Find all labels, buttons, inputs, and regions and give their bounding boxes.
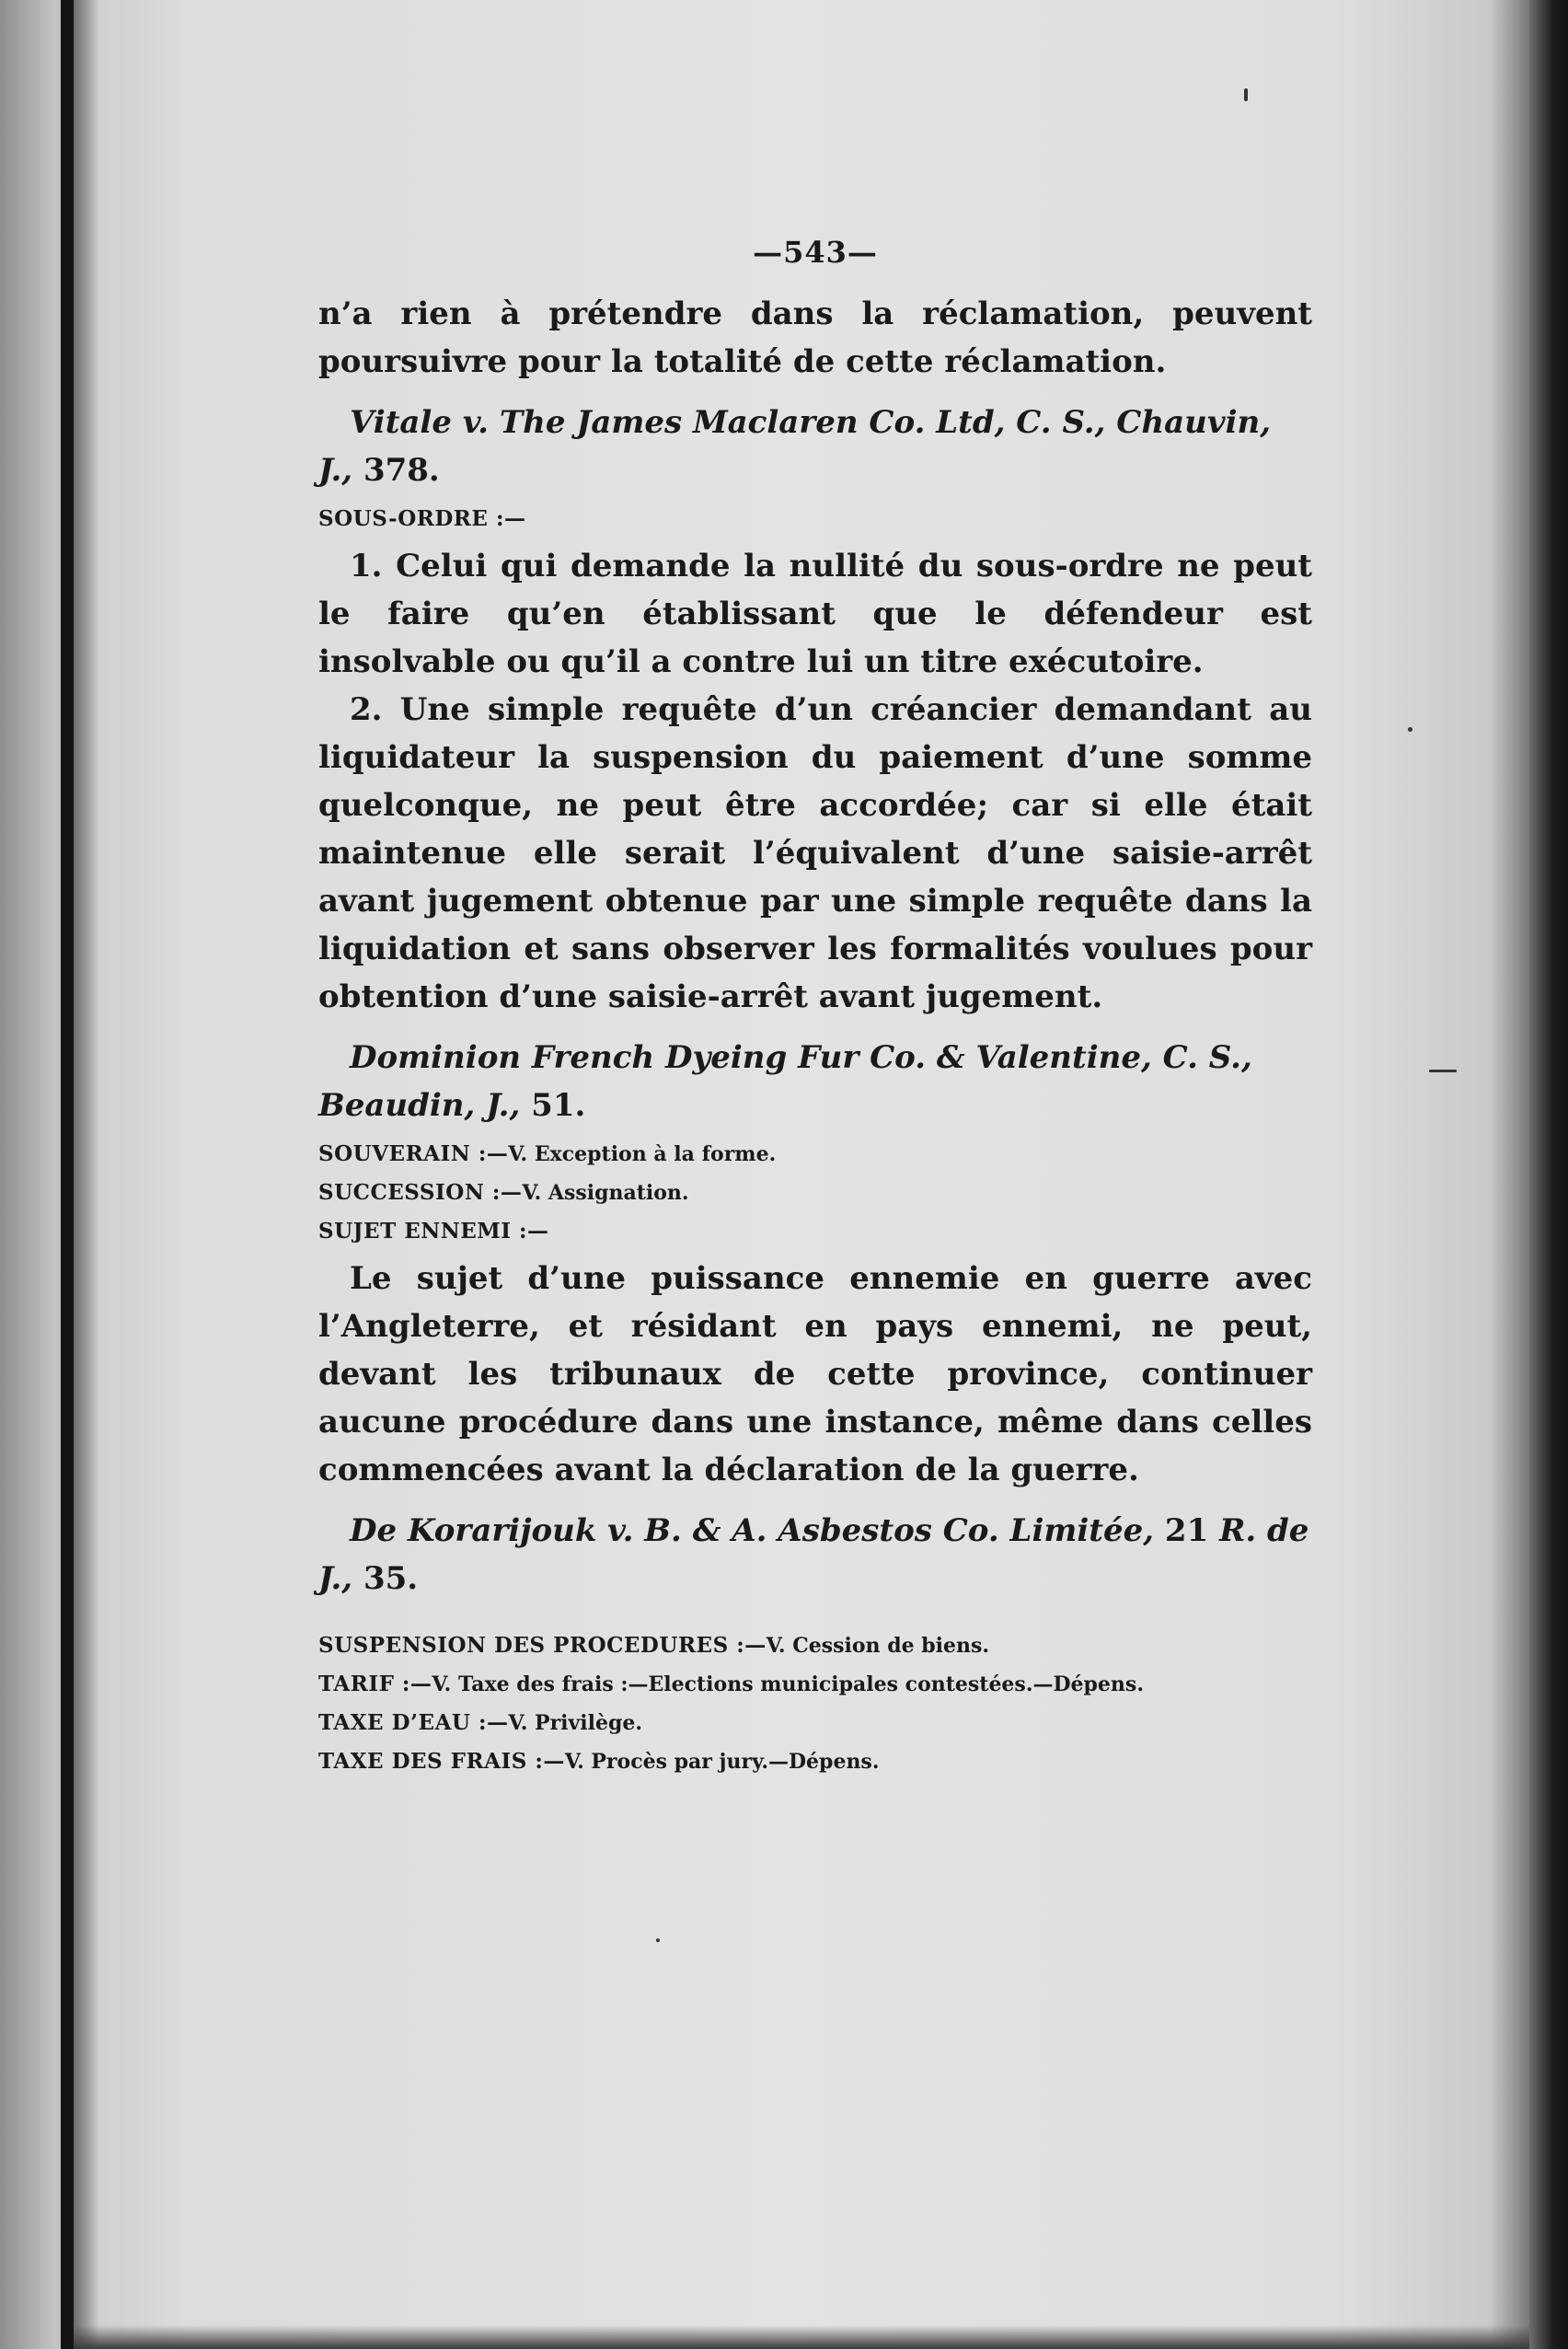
scan-speck [1429,1070,1457,1072]
case-name: Vitale v. The James Maclaren Co. Ltd, C. S., Chauvin, J., [318,404,1272,489]
index-heading-souverain [318,1139,1312,1170]
case-name: De Korarijouk v. B. & A. Asbestos Co. Limitée, [350,1512,1155,1549]
case-page: 35. [352,1560,419,1597]
case-citation [318,1034,1312,1129]
index-heading-taxe-eau [318,1707,1312,1739]
heading-label: SUCCESSION :— [318,1180,523,1205]
heading-label: TAXE DES FRAIS :— [318,1749,565,1774]
paragraph-sujet-ennemi: Le sujet d’une puissance ennemie en guerre avec l’Angleterre, et résidant en pays ennemi, ne peut, devant les tribunaux de cette province, continuer aucune procédure dans une instance, même dans celles commencées avant la déclaration de la guerre. [318,1260,1312,1488]
heading-label: TAXE D’EAU :— [318,1710,509,1735]
page-bottom-edge [74,2325,1529,2349]
gutter-shadow [74,0,99,2349]
facing-page-edge [0,0,57,2349]
index-heading-succession [318,1177,1312,1209]
case-citation [318,399,1312,494]
heading-reference: V. Procès par jury.—Dépens. [564,1750,880,1774]
index-heading-tarif [318,1669,1312,1700]
case-reporter: R. de J., [318,1512,1309,1597]
heading-reference: V. Privilège. [508,1711,643,1735]
heading-reference: V. Taxe des frais :—Elections municipales contestées.—Dépens. [432,1672,1144,1696]
page-body [318,235,1312,1785]
page-number: —543— [753,235,878,270]
scan-speck [656,1938,660,1942]
scan-speck [1408,727,1412,732]
heading-label: SUSPENSION DES PROCEDURES :— [318,1633,767,1658]
case-citation [318,1507,1312,1603]
scan-speck [1244,88,1248,101]
heading-reference: V. Exception à la forme. [508,1142,777,1166]
case-page: 51. [520,1087,586,1124]
index-heading-taxe-frais [318,1746,1312,1777]
paragraph-continuation: n’a rien à prétendre dans la réclamation, peuvent poursuivre pour la totalité de cette réclamation. [318,295,1312,380]
case-page: 378. [352,452,440,489]
binding-gutter [61,0,74,2349]
case-volume: 21 [1154,1512,1220,1549]
heading-label: SOUVERAIN :— [318,1141,509,1166]
paragraph-sous-ordre-1: 1. Celui qui demande la nullité du sous-ordre ne peut le faire qu’en établissant que le défendeur est insolvable ou qu’il a contre lui un titre exécutoire. [318,548,1312,680]
heading-reference: V. Cession de biens. [766,1634,990,1658]
paragraph-sous-ordre-2: 2. Une simple requête d’un créancier demandant au liquidateur la suspension du paiement d’une somme quelconque, ne peut être accordée; car si elle était maintenue elle serait l’équivalent d’une saisie-arrêt avant jugement obtenue par une simple requête dans la liquidation et sans observer les formalités voulues pour obtention d’une saisie-arrêt avant jugement. [318,691,1312,1015]
case-name: Dominion French Dyeing Fur Co. & Valentine, C. S., Beaudin, J., [318,1039,1252,1124]
heading-label: TARIF :— [318,1672,432,1696]
index-heading-sujet-ennemi: SUJET ENNEMI :— [318,1219,549,1244]
index-heading-suspension [318,1630,1312,1661]
page-right-edge [1529,0,1568,2349]
heading-reference: V. Assignation. [522,1181,689,1205]
index-heading-sous-ordre: SOUS-ORDRE :— [318,506,526,531]
